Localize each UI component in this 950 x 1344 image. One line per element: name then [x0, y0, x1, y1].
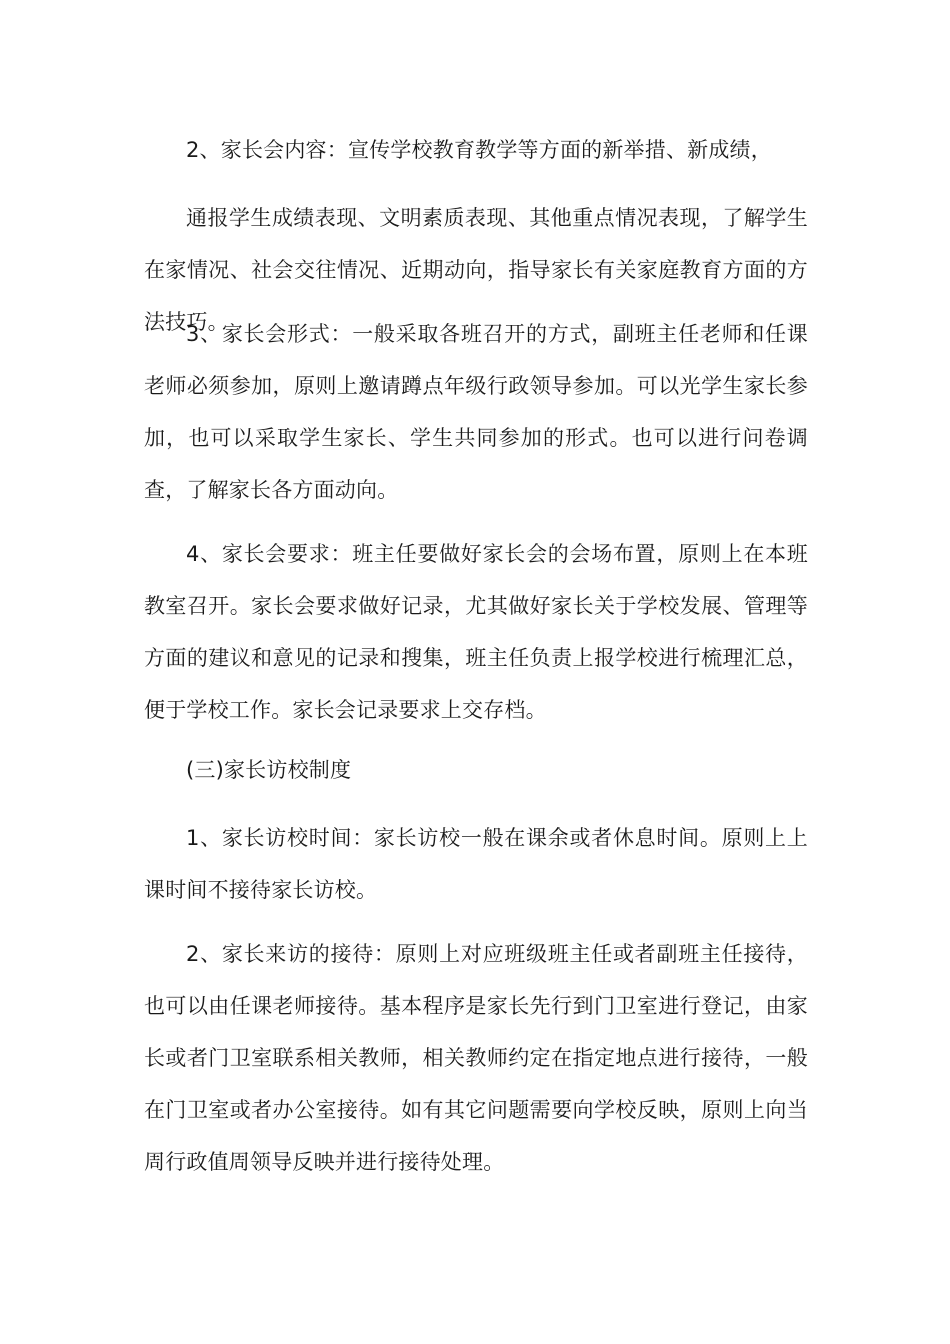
- paragraph-parent-meeting-content: 2、家长会内容：宣传学校教育教学等方面的新举措、新成绩，: [186, 138, 772, 162]
- paragraph-parent-meeting-format: 3、家长会形式：一般采取各班召开的方式，副班主任老师和任课老师必须参加，原则上邀请蹲点年级行政领导参加。可以光学生家长参加，也可以采取学生家长、学生共同参加的形式。也可以进行问卷调查，了解家长各方面动向。: [144, 322, 808, 502]
- paragraph-parent-visit-time: 1、家长访校时间：家长访校一般在课余或者休息时间。原则上上课时间不接待家长访校。: [144, 826, 808, 902]
- paragraph-report-student-performance: 通报学生成绩表现、文明素质表现、其他重点情况表现，了解学生在家情况、社会交往情况、近期动向，指导家长有关家庭教育方面的方法技巧。: [144, 206, 808, 334]
- section-heading-parent-visit-system: (三)家长访校制度: [186, 758, 352, 782]
- paragraph-parent-visit-reception: 2、家长来访的接待：原则上对应班级班主任或者副班主任接待，也可以由任课老师接待。基本程序是家长先行到门卫室进行登记，由家长或者门卫室联系相关教师，相关教师约定在指定地点进行接待，一般在门卫室或者办公室接待。如有其它问题需要向学校反映，原则上向当周行政值周领导反映并进行接待处理。: [144, 942, 808, 1174]
- paragraph-parent-meeting-requirements: 4、家长会要求：班主任要做好家长会的会场布置，原则上在本班教室召开。家长会要求做好记录，尤其做好家长关于学校发展、管理等方面的建议和意见的记录和搜集，班主任负责上报学校进行梳理汇总，便于学校工作。家长会记录要求上交存档。: [144, 542, 808, 722]
